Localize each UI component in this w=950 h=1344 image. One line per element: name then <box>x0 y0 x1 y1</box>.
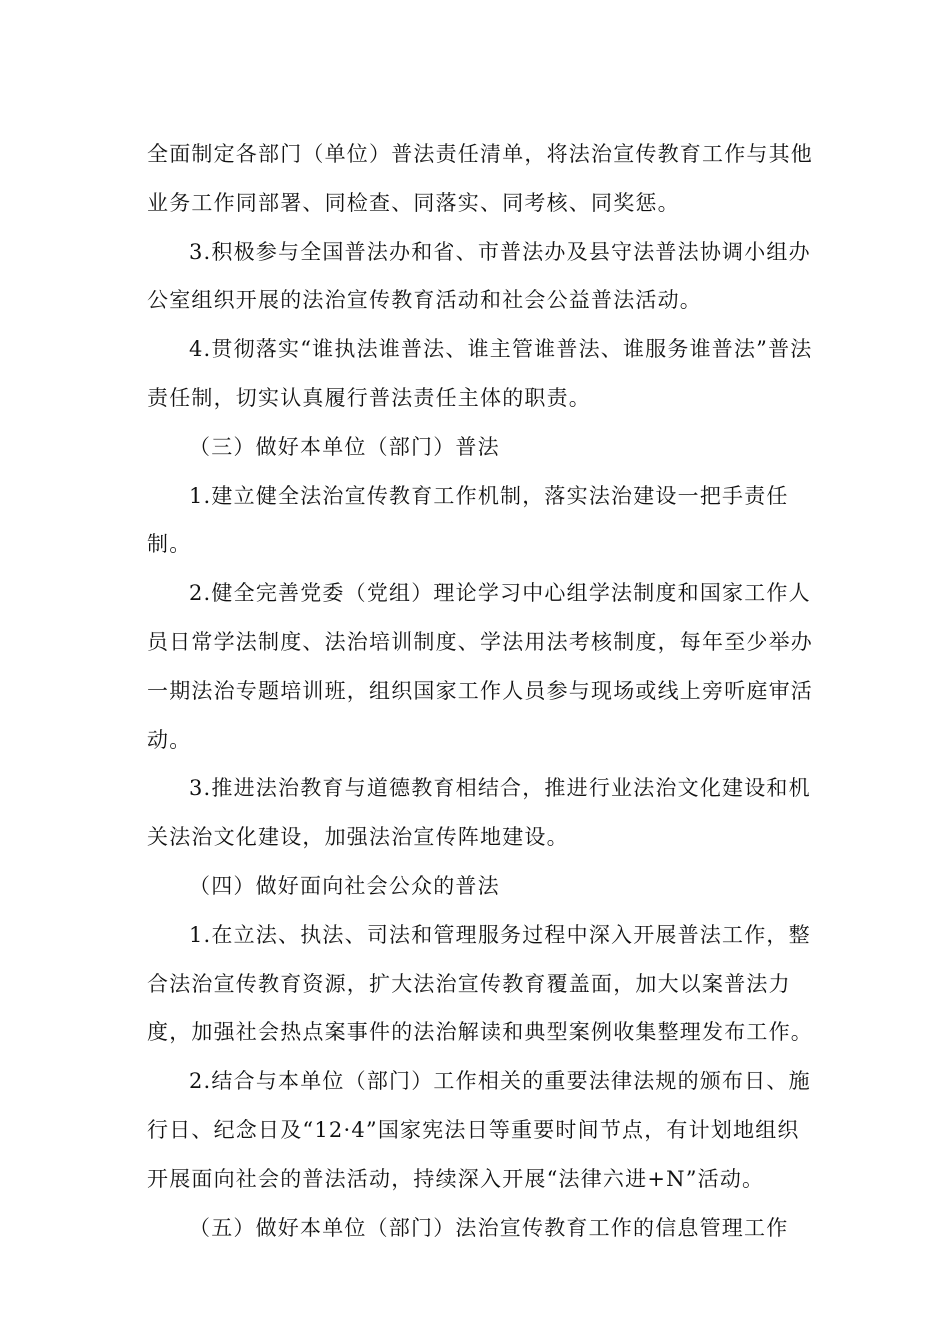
section-heading-4: （四）做好面向社会公众的普法 <box>189 873 500 898</box>
paragraph-continuation: 全面制定各部门（单位）普法责任清单，将法治宣传教育工作与其他业务工作同部署、同检查、同落实、同考核、同奖惩。 <box>147 142 813 215</box>
paragraph-item-2: 2.健全完善党委（党组）理论学习中心组学法制度和国家工作人员日常学法制度、法治培训制度、学法用法考核制度，每年至少举办一期法治专题培训班，组织国家工作人员参与现场或线上旁听庭审活动。 <box>147 581 813 752</box>
paragraph-item-2b: 2.结合与本单位（部门）工作相关的重要法律法规的颁布日、施行日、纪念日及“12·4”国家宪法日等重要时间节点，有计划地组织开展面向社会的普法活动，持续深入开展“法律六进+N”活动。 <box>147 1069 811 1191</box>
paragraph-item-3: 3.积极参与全国普法办和省、市普法办及县守法普法协调小组办公室组织开展的法治宣传教育活动和社会公益普法活动。 <box>147 239 811 313</box>
paragraph-item-1b: 1.在立法、执法、司法和管理服务过程中深入开展普法工作，整合法治宣传教育资源，扩大法治宣传教育覆盖面，加大以案普法力度，加强社会热点案事件的法治解读和典型案例收集整理发布工作。 <box>147 922 813 1045</box>
section-heading-3: （三）做好本单位（部门）普法 <box>189 434 500 459</box>
paragraph-item-3b: 3.推进法治教育与道德教育相结合，推进行业法治文化建设和机关法治文化建设，加强法治宣传阵地建设。 <box>147 776 811 850</box>
paragraph-item-4: 4.贯彻落实“谁执法谁普法、谁主管谁普法、谁服务谁普法”普法责任制，切实认真履行普法责任主体的职责。 <box>147 337 813 410</box>
document-body <box>147 130 815 1252</box>
section-heading-5: （五）做好本单位（部门）法治宣传教育工作的信息管理工作 <box>189 1215 789 1240</box>
paragraph-item-1: 1.建立健全法治宣传教育工作机制，落实法治建设一把手责任制。 <box>147 483 789 557</box>
